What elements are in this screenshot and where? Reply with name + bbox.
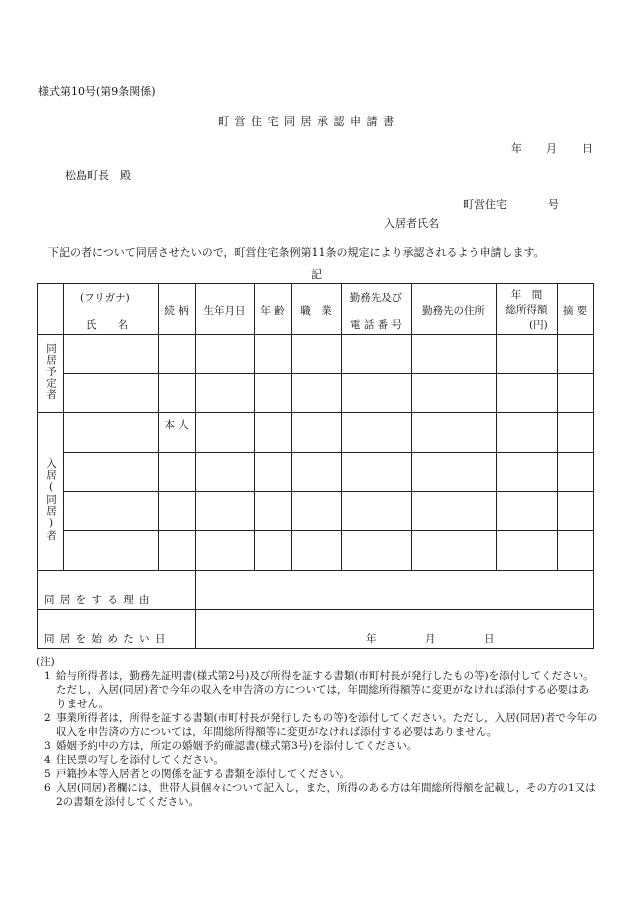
note-item: 3 婚姻予約中の方は，所定の婚姻予約確認書(様式第3号)を添付してください。 (44, 740, 418, 752)
col-remarks-header: 摘 要 (562, 305, 588, 317)
notes-section (38, 655, 598, 809)
date-year-label: 年 (511, 142, 522, 155)
col-age-header: 年 齢 (260, 305, 285, 317)
page-title: 町 営 住 宅 同 居 承 認 申 請 書 (218, 115, 395, 128)
house-label: 町営住宅 (463, 198, 507, 211)
form-number: 様式第10号(第9条関係) (38, 85, 156, 98)
group-planned-cohabitants: 同居予定者 (45, 343, 57, 401)
col-furigana-header: (フリガナ) (80, 292, 130, 304)
date-day-label: 日 (582, 142, 593, 155)
notes-heading: (注) (36, 656, 55, 668)
note-item: 6 入居(同居)者欄には，世帯人員個々について記入し，また，所得のある方は年間総所得額を記載し，その方の1又は2の書類を添付してください。 (44, 782, 596, 808)
note-item: 4 住民票の写しを添付してください。 (44, 754, 224, 766)
house-number-label: 号 (548, 198, 559, 211)
ki-mark: 記 (311, 268, 322, 281)
col-income-header-line2: 総所得額 (505, 304, 548, 316)
note-item: 1 給与所得者は，勤務先証明書(様式第2号)及び所得を証する書類(市町村長が発行したもの等)を添付してください。ただし，入居(同居)者で今年の収入を申告済の方については，年間総所得額等に変更がなければ添付する必要はありません。 (44, 670, 594, 710)
date-month-label: 月 (546, 142, 557, 155)
col-birthdate-header: 生年月日 (203, 305, 246, 317)
start-day-label: 日 (484, 633, 495, 645)
note-item: 2 事業所得者は，所得を証する書類(市町村長が発行したもの等)を添付してください。ただし，入居(同居)者で今年の収入を申告済の方については，年間総所得額等に変更がなければ添付する必要はありません。 (44, 712, 598, 738)
col-income-header-line1: 年 間 (510, 289, 543, 301)
col-occupation-header: 職 業 (300, 305, 332, 317)
addressee: 松島町長 殿 (65, 169, 131, 182)
col-workplace-address-header: 勤務先の住所 (422, 305, 485, 317)
self-relation-cell: 本 人 (164, 419, 189, 431)
group-residents: 入居(同居)者 (45, 458, 57, 542)
start-month-label: 月 (425, 633, 436, 645)
resident-name-label: 入居者氏名 (384, 217, 439, 230)
col-relation-header: 続 柄 (164, 305, 189, 317)
application-statement: 下記の者について同居させたいので，町営住宅条例第11条の規定により承認されるよう申請します。 (48, 246, 545, 259)
col-workplace-header: 勤務先及び (349, 292, 403, 304)
note-item: 5 戸籍抄本等入居者との関係を証する書類を添付してください。 (44, 768, 350, 780)
col-income-unit: (円) (529, 319, 548, 331)
start-year-label: 年 (366, 633, 377, 645)
start-date-label: 同 居 を 始 め た い 日 (44, 633, 167, 645)
reason-label: 同 居 を す る 理 由 (44, 594, 151, 606)
col-name-header: 氏 名 (86, 319, 128, 331)
col-phone-header: 電 話 番 号 (349, 319, 402, 331)
